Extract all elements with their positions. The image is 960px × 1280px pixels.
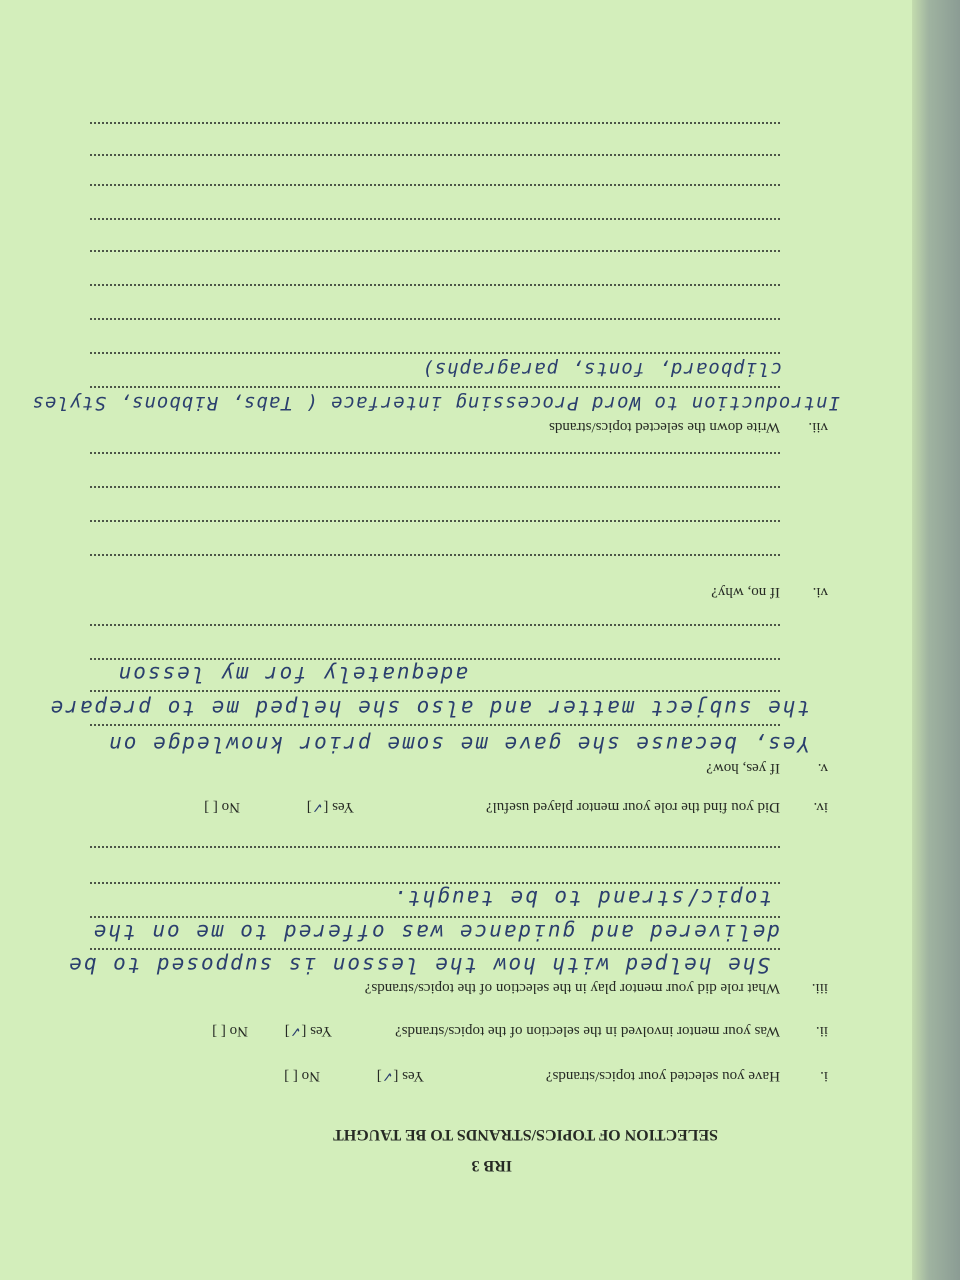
q3-answer-line: delivered and guidance was offered to me on the	[91, 920, 780, 944]
q3-answer-line: topic/strand to be taught.	[391, 886, 772, 910]
q2-yes-checkmark: ✓	[289, 1023, 302, 1039]
answer-line	[90, 452, 780, 454]
answer-line	[90, 318, 780, 320]
answer-line	[90, 658, 780, 660]
q5-numeral: v.	[817, 760, 828, 776]
answer-line	[90, 184, 780, 186]
q3-text: What role did your mentor play in the selection of the topics/strands?	[364, 980, 780, 996]
q1-yes-checkmark: ✓	[381, 1068, 394, 1084]
q4-numeral: iv.	[813, 799, 828, 815]
q2-numeral: ii.	[815, 1023, 828, 1039]
q7-text: Write down the selected topics/strands	[549, 419, 780, 435]
answer-line	[90, 218, 780, 220]
q2-yes-bracket: ]	[284, 1023, 290, 1039]
q2-text: Was your mentor involved in the selection of the topics/strands?	[395, 1023, 780, 1039]
q7-answer-line: clipboard, fonts, paragraphs)	[421, 358, 782, 380]
q3-numeral: iii.	[811, 980, 828, 996]
answer-line	[90, 846, 780, 848]
answer-line	[90, 948, 780, 950]
answer-line	[90, 352, 780, 354]
q1-yes-label: Yes [	[393, 1068, 424, 1084]
answer-line	[90, 386, 780, 388]
q7-answer-line: Introduction to Word Processing interface ( Tabs, Ribbons, Styles	[31, 392, 840, 414]
answer-line	[90, 122, 780, 124]
q3-answer-line: She helped with how the lesson is supposed to be	[67, 953, 770, 977]
q1-yes-bracket: ]	[376, 1068, 382, 1084]
q4-text: Did you find the role your mentor played useful?	[485, 799, 780, 815]
answer-line	[90, 520, 780, 522]
answer-line	[90, 690, 780, 692]
q5-answer-line: the subject matter and also she helped me to prepare	[48, 696, 810, 720]
q6-numeral: vi.	[812, 584, 828, 600]
q4-yes-option[interactable]	[307, 798, 354, 815]
q4-yes-bracket: ]	[306, 799, 312, 815]
q6-text: If no, why?	[711, 584, 780, 600]
answer-line	[90, 154, 780, 156]
answer-line	[90, 486, 780, 488]
q2-yes-option[interactable]	[285, 1022, 332, 1039]
q4-no-option[interactable]: No [ ]	[204, 799, 240, 815]
q5-text: If yes, how?	[706, 760, 780, 776]
form-title: SELECTION OF TOPICS/STRANDS TO BE TAUGHT	[333, 1126, 718, 1143]
answer-line	[90, 882, 780, 884]
q4-yes-label: Yes [	[323, 799, 354, 815]
answer-line	[90, 624, 780, 626]
answer-line	[90, 554, 780, 556]
form-code: IRB 3	[471, 1157, 512, 1174]
answer-line	[90, 724, 780, 726]
q5-answer-line: Yes, because she gave me some prior knowledge on	[107, 732, 810, 756]
q1-numeral: i.	[820, 1068, 828, 1084]
q7-numeral: vii.	[808, 419, 828, 435]
q1-yes-option[interactable]	[377, 1067, 424, 1084]
q4-yes-checkmark: ✓	[311, 799, 324, 815]
answer-line	[90, 250, 780, 252]
q1-no-option[interactable]: No [ ]	[284, 1068, 320, 1084]
q2-no-option[interactable]: No [ ]	[212, 1023, 248, 1039]
q2-yes-label: Yes [	[301, 1023, 332, 1039]
answer-line	[90, 284, 780, 286]
q5-answer-line: adequately for my lesson	[116, 662, 468, 686]
q1-text: Have you selected your topics/strands?	[545, 1068, 780, 1084]
answer-line	[90, 916, 780, 918]
